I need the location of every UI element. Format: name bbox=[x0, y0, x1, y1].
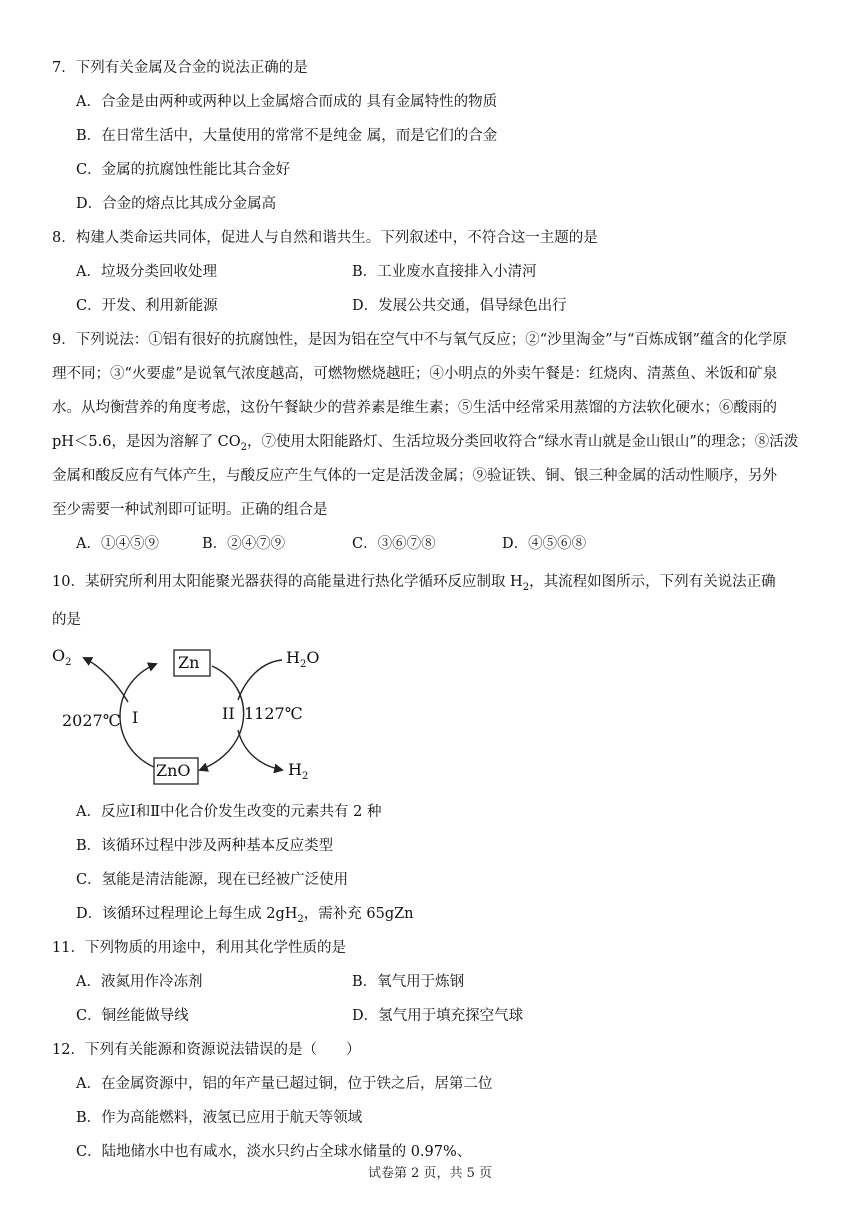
q7-option-d: D．合金的熔点比其成分金属高 bbox=[76, 196, 277, 212]
q9-line-4 bbox=[52, 432, 812, 458]
q7-option-c: C．金属的抗腐蚀性能比其合金好 bbox=[76, 162, 291, 178]
h2-text: H bbox=[288, 760, 302, 779]
q9-line-6: 至少需要一种试剂即可证明。正确的组合是 bbox=[52, 502, 328, 518]
q7-stem: 7．下列有关金属及合金的说法正确的是 bbox=[52, 60, 308, 76]
q7-option-a: A．合金是由两种或两种以上金属熔合而成的 具有金属特性的物质 bbox=[76, 94, 498, 110]
page-footer: 试卷第 2 页，共 5 页 bbox=[367, 1166, 493, 1181]
reaction-1-label: I bbox=[132, 708, 139, 727]
h2o-end: O bbox=[306, 648, 320, 667]
q9-line-4-sub: 2 bbox=[240, 441, 247, 453]
q8-option-b: B．工业废水直接排入小清河 bbox=[352, 264, 537, 280]
q7-option-b: B．在日常生活中，大量使用的常常不是纯金 属，而是它们的合金 bbox=[76, 128, 498, 144]
q9-option-b: B．②④⑦⑨ bbox=[202, 536, 286, 552]
q8-option-a: A．垃圾分类回收处理 bbox=[76, 264, 217, 280]
q8-option-c: C．开发、利用新能源 bbox=[76, 298, 218, 314]
q9-line-4-a: pH＜5.6，是因为溶解了 CO bbox=[52, 434, 241, 450]
q9-line-5: 金属和酸反应有气体产生，与酸反应产生气体的一定是活泼金属；⑨验证铁、铜、银三种金属的活动性顺序，另外 bbox=[52, 468, 777, 484]
o2-sub: 2 bbox=[65, 657, 72, 669]
h2o-input-curve bbox=[238, 660, 282, 700]
zno-label: ZnO bbox=[156, 761, 191, 780]
temp-2-label: 1127℃ bbox=[244, 704, 303, 723]
q9-option-c: C．③⑥⑦⑧ bbox=[352, 536, 436, 552]
q10-option-d-a: D．该循环过程理论上每生成 2gH bbox=[76, 906, 298, 922]
q12-option-b: B．作为高能燃料，液氢已应用于航天等领域 bbox=[76, 1110, 363, 1126]
q10-option-d-sub: 2 bbox=[297, 913, 304, 925]
q12-stem: 12．下列有关能源和资源说法错误的是（ ） bbox=[52, 1042, 361, 1058]
h2-sub: 2 bbox=[301, 771, 309, 783]
q10-option-d-b: ，需补充 65gZn bbox=[303, 906, 414, 922]
q10-line-1-a: 10．某研究所利用太阳能聚光器获得的高能量进行热化学循环反应制取 H bbox=[52, 574, 523, 590]
h2-label bbox=[288, 760, 308, 787]
h2o-label bbox=[286, 648, 319, 675]
zn-label: Zn bbox=[178, 653, 200, 672]
q10-option-d bbox=[76, 904, 414, 930]
q9-line-2: 理不同；③“火要虚”是说氧气浓度越高，可燃物燃烧越旺；④小明点的外卖午餐是：红烧肉、清蒸鱼、米饭和矿泉 bbox=[52, 366, 778, 382]
q10-line-1-sub: 2 bbox=[522, 581, 530, 593]
o2-label bbox=[52, 646, 72, 673]
q11-option-d: D．氢气用于填充探空气球 bbox=[352, 1008, 524, 1024]
zinc-cycle-diagram bbox=[50, 644, 340, 794]
q10-line-1 bbox=[52, 572, 812, 598]
q11-option-c: C．铜丝能做导线 bbox=[76, 1008, 189, 1024]
q8-option-d: D．发展公共交通，倡导绿色出行 bbox=[352, 298, 567, 314]
o2-release-arrow bbox=[84, 658, 128, 702]
q12-option-c: C．陆地储水中也有咸水，淡水只约占全球水储量的 0.97%、 bbox=[76, 1144, 472, 1160]
q10-line-1-b: ，其流程如图所示，下列有关说法正确 bbox=[529, 574, 776, 590]
q9-line-3: 水。从均衡营养的角度考虑，这份午餐缺少的营养素是维生素；⑤生活中经常采用蒸馏的方法软化硬水；⑥酸雨的 bbox=[52, 400, 777, 416]
q9-line-1: 9．下列说法：①铝有很好的抗腐蚀性，是因为铝在空气中不与氧气反应；②“沙里淘金”与“百炼成钢”蕴含的化学原 bbox=[52, 332, 787, 348]
temp-1-label: 2027℃ bbox=[62, 711, 121, 730]
q12-option-a: A．在金属资源中，铝的年产量已超过铜，位于铁之后，居第二位 bbox=[76, 1076, 493, 1092]
o2-text: O bbox=[52, 646, 66, 665]
q10-option-b: B．该循环过程中涉及两种基本反应类型 bbox=[76, 838, 334, 854]
q9-option-d: D．④⑤⑥⑧ bbox=[502, 536, 587, 552]
q8-stem: 8．构建人类命运共同体，促进人与自然和谐共生。下列叙述中，不符合这一主题的是 bbox=[52, 230, 598, 246]
q9-line-4-b: ，⑦使用太阳能路灯、生活垃圾分类回收符合“绿水青山就是金山银山”的理念；⑧活泼 bbox=[246, 434, 799, 450]
q10-option-c: C．氢能是清洁能源，现在已经被广泛使用 bbox=[76, 872, 349, 888]
q11-option-b: B．氧气用于炼钢 bbox=[352, 974, 465, 990]
h2-output-arrow bbox=[238, 730, 282, 770]
q10-line-2: 的是 bbox=[52, 612, 81, 628]
reaction-2-label: II bbox=[222, 704, 235, 723]
q9-option-a: A．①④⑤⑨ bbox=[76, 536, 159, 552]
h2o-sub: 2 bbox=[299, 659, 307, 671]
q11-stem: 11．下列物质的用途中，利用其化学性质的是 bbox=[52, 940, 346, 956]
h2o-text: H bbox=[286, 648, 300, 667]
q11-option-a: A．液氮用作冷冻剂 bbox=[76, 974, 203, 990]
q10-option-a: A．反应Ⅰ和Ⅱ中化合价发生改变的元素共有 2 种 bbox=[76, 804, 382, 820]
